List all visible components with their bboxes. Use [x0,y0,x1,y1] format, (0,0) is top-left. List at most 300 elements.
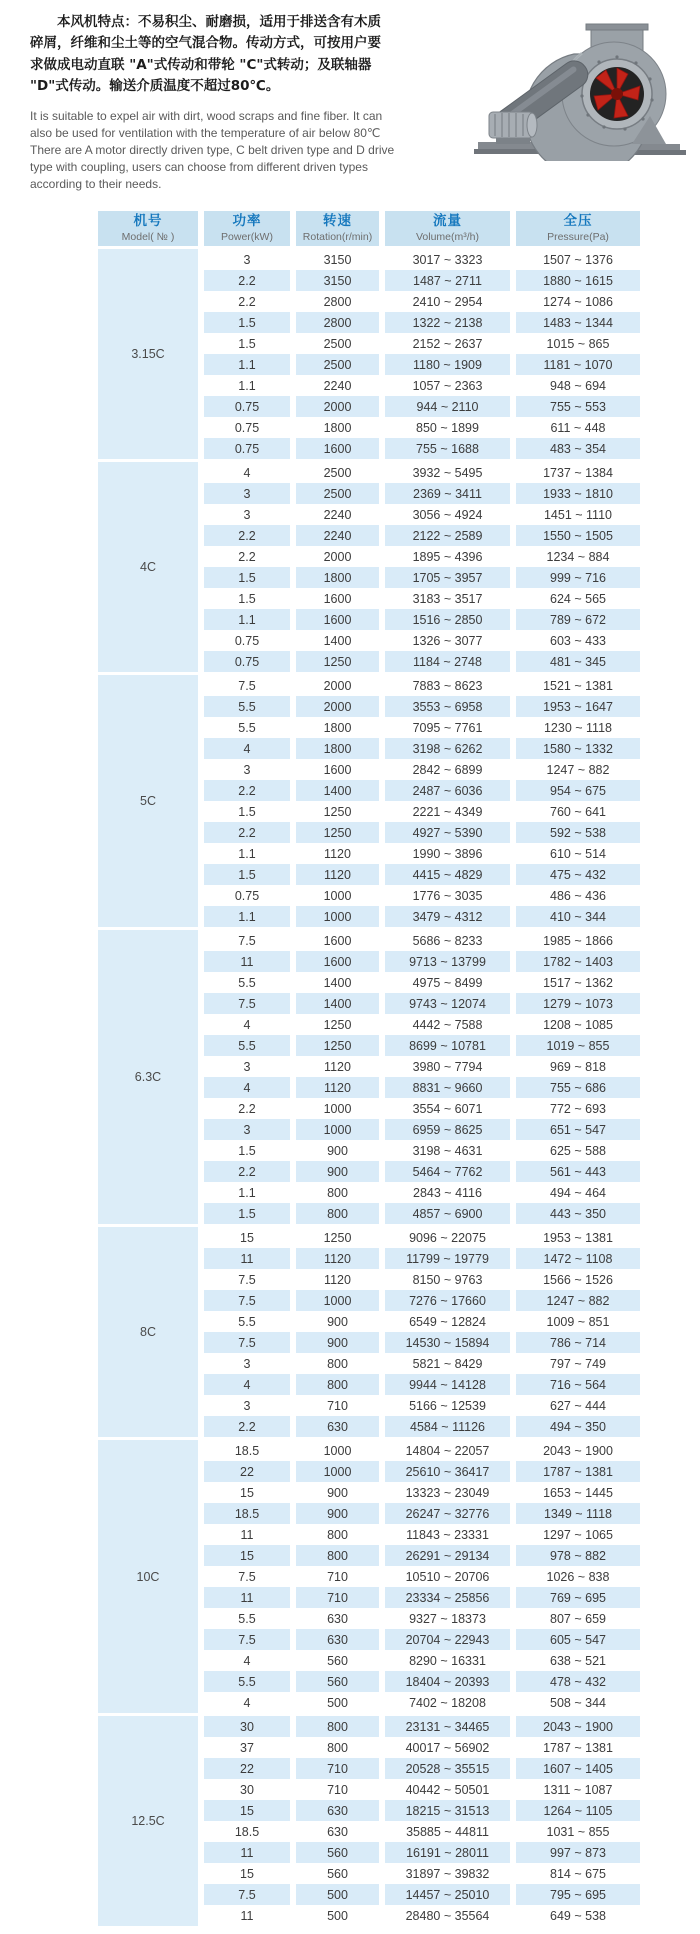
power-cell: 18.5 [204,1503,290,1524]
table-row [204,417,640,438]
pressure-cell: 1507 ~ 1376 [516,249,640,270]
rotation-cell: 800 [296,1545,379,1566]
power-cell: 0.75 [204,885,290,906]
power-cell: 15 [204,1863,290,1884]
power-cell: 2.2 [204,546,290,567]
volume-cell: 9944 ~ 14128 [385,1374,510,1395]
rotation-cell: 1000 [296,906,379,927]
power-cell: 0.75 [204,417,290,438]
pressure-cell: 999 ~ 716 [516,567,640,588]
rotation-cell: 800 [296,1737,379,1758]
volume-cell: 1184 ~ 2748 [385,651,510,672]
power-cell: 3 [204,504,290,525]
table-row [204,885,640,906]
power-cell: 3 [204,1395,290,1416]
table-row [204,1608,640,1629]
group-rows [204,249,640,459]
header-label-en-rotation: Rotation(r/min) [302,230,373,243]
table-row [204,1545,640,1566]
table-row [204,1650,640,1671]
volume-cell: 13323 ~ 23049 [385,1482,510,1503]
group-rows [204,675,640,927]
model-group-cell: 3.15C [98,249,198,459]
volume-cell: 8290 ~ 16331 [385,1650,510,1671]
pressure-cell: 1264 ~ 1105 [516,1800,640,1821]
pressure-cell: 1782 ~ 1403 [516,951,640,972]
pressure-cell: 755 ~ 686 [516,1077,640,1098]
power-cell: 5.5 [204,1311,290,1332]
table-row [204,312,640,333]
volume-cell: 9327 ~ 18373 [385,1608,510,1629]
volume-cell: 8699 ~ 10781 [385,1035,510,1056]
rotation-cell: 1250 [296,651,379,672]
volume-cell: 3017 ~ 3323 [385,249,510,270]
pressure-cell: 786 ~ 714 [516,1332,640,1353]
table-row [204,1311,640,1332]
volume-cell: 6959 ~ 8625 [385,1119,510,1140]
power-cell: 1.5 [204,567,290,588]
volume-cell: 23131 ~ 34465 [385,1716,510,1737]
power-cell: 1.5 [204,588,290,609]
rotation-cell: 2240 [296,375,379,396]
rotation-cell: 500 [296,1692,379,1713]
power-cell: 22 [204,1461,290,1482]
volume-cell: 18404 ~ 20393 [385,1671,510,1692]
pressure-cell: 1451 ~ 1110 [516,504,640,525]
table-row [204,504,640,525]
volume-cell: 7883 ~ 8623 [385,675,510,696]
power-cell: 2.2 [204,822,290,843]
volume-cell: 1326 ~ 3077 [385,630,510,651]
rotation-cell: 630 [296,1416,379,1437]
pressure-cell: 1297 ~ 1065 [516,1524,640,1545]
table-row [204,951,640,972]
header-cell-power [204,211,290,246]
power-cell: 4 [204,1374,290,1395]
power-cell: 1.5 [204,801,290,822]
rotation-cell: 560 [296,1842,379,1863]
volume-cell: 4584 ~ 11126 [385,1416,510,1437]
rotation-cell: 2000 [296,396,379,417]
pressure-cell: 649 ~ 538 [516,1905,640,1926]
table-row [204,1290,640,1311]
volume-cell: 2487 ~ 6036 [385,780,510,801]
table-row [204,1161,640,1182]
rotation-cell: 1000 [296,1290,379,1311]
pressure-cell: 1181 ~ 1070 [516,354,640,375]
rotation-cell: 630 [296,1608,379,1629]
power-cell: 15 [204,1482,290,1503]
volume-cell: 2369 ~ 3411 [385,483,510,504]
table-row [204,1779,640,1800]
volume-cell: 1516 ~ 2850 [385,609,510,630]
pressure-cell: 1279 ~ 1073 [516,993,640,1014]
power-cell: 1.5 [204,333,290,354]
table-row [204,1203,640,1224]
pressure-cell: 814 ~ 675 [516,1863,640,1884]
table-row [204,1692,640,1713]
table-row [204,588,640,609]
table-row [204,1758,640,1779]
power-cell: 7.5 [204,993,290,1014]
table-row [204,396,640,417]
rotation-cell: 1600 [296,759,379,780]
power-cell: 2.2 [204,270,290,291]
pressure-cell: 624 ~ 565 [516,588,640,609]
power-cell: 1.1 [204,906,290,927]
volume-cell: 18215 ~ 31513 [385,1800,510,1821]
power-cell: 1.1 [204,354,290,375]
volume-cell: 1895 ~ 4396 [385,546,510,567]
model-group-cell: 10C [98,1440,198,1713]
volume-cell: 25610 ~ 36417 [385,1461,510,1482]
volume-cell: 7402 ~ 18208 [385,1692,510,1713]
table-row [204,1737,640,1758]
table-row [204,1035,640,1056]
power-cell: 11 [204,1842,290,1863]
pressure-cell: 1349 ~ 1118 [516,1503,640,1524]
pressure-cell: 494 ~ 350 [516,1416,640,1437]
model-group-10C [98,1440,640,1713]
pressure-cell: 2043 ~ 1900 [516,1716,640,1737]
rotation-cell: 1600 [296,588,379,609]
rotation-cell: 500 [296,1905,379,1926]
power-cell: 1.1 [204,375,290,396]
rotation-cell: 630 [296,1800,379,1821]
volume-cell: 26247 ~ 32776 [385,1503,510,1524]
group-rows [204,1440,640,1713]
rotation-cell: 1120 [296,1056,379,1077]
rotation-cell: 1250 [296,1014,379,1035]
table-row [204,1716,640,1737]
pressure-cell: 997 ~ 873 [516,1842,640,1863]
rotation-cell: 800 [296,1374,379,1395]
pressure-cell: 486 ~ 436 [516,885,640,906]
volume-cell: 7276 ~ 17660 [385,1290,510,1311]
table-row [204,462,640,483]
pressure-cell: 638 ~ 521 [516,1650,640,1671]
power-cell: 15 [204,1545,290,1566]
table-row [204,759,640,780]
power-cell: 1.1 [204,1182,290,1203]
table-row [204,717,640,738]
volume-cell: 2152 ~ 2637 [385,333,510,354]
volume-cell: 4857 ~ 6900 [385,1203,510,1224]
pressure-cell: 443 ~ 350 [516,1203,640,1224]
power-cell: 7.5 [204,930,290,951]
table-row [204,1416,640,1437]
table-row [204,270,640,291]
table-row [204,1566,640,1587]
pressure-cell: 772 ~ 693 [516,1098,640,1119]
volume-cell: 14457 ~ 25010 [385,1884,510,1905]
pressure-cell: 603 ~ 433 [516,630,640,651]
power-cell: 3 [204,249,290,270]
rotation-cell: 2240 [296,504,379,525]
rotation-cell: 710 [296,1395,379,1416]
pressure-cell: 948 ~ 694 [516,375,640,396]
model-group-cell: 4C [98,462,198,672]
table-row [204,1353,640,1374]
rotation-cell: 1600 [296,609,379,630]
volume-cell: 35885 ~ 44811 [385,1821,510,1842]
power-cell: 5.5 [204,972,290,993]
pressure-cell: 1787 ~ 1381 [516,1461,640,1482]
table-row [204,291,640,312]
model-group-8C [98,1227,640,1437]
volume-cell: 9713 ~ 13799 [385,951,510,972]
header-label-cn-volume: 流量 [433,213,462,230]
table-row [204,675,640,696]
rotation-cell: 710 [296,1566,379,1587]
volume-cell: 3980 ~ 7794 [385,1056,510,1077]
power-cell: 2.2 [204,291,290,312]
power-cell: 1.5 [204,1140,290,1161]
table-row [204,1248,640,1269]
power-cell: 2.2 [204,1416,290,1437]
table-body [98,249,640,1926]
volume-cell: 5686 ~ 8233 [385,930,510,951]
rotation-cell: 900 [296,1140,379,1161]
table-row [204,801,640,822]
power-cell: 1.5 [204,864,290,885]
rotation-cell: 1000 [296,1119,379,1140]
pressure-cell: 1230 ~ 1118 [516,717,640,738]
centrifugal-fan-illustration [462,16,692,161]
power-cell: 3 [204,759,290,780]
model-group-6.3C [98,930,640,1224]
rotation-cell: 2500 [296,354,379,375]
pressure-cell: 1274 ~ 1086 [516,291,640,312]
table-row [204,1482,640,1503]
volume-cell: 3183 ~ 3517 [385,588,510,609]
intro-chinese-text: 本风机特点：不易积尘、耐磨损，适用于排送含有木质碎屑，纤维和尘土等的空气混合物。传动方式，可按用户要求做成电动直联 "A"式传动和带轮 "C"式转动；及联轴器 "D"式传动。输送介质温度不超过80℃。 [30,14,381,94]
pressure-cell: 1521 ~ 1381 [516,675,640,696]
rotation-cell: 2800 [296,291,379,312]
power-cell: 1.1 [204,609,290,630]
volume-cell: 9096 ~ 22075 [385,1227,510,1248]
power-cell: 11 [204,951,290,972]
volume-cell: 9743 ~ 12074 [385,993,510,1014]
pressure-cell: 1607 ~ 1405 [516,1758,640,1779]
power-cell: 1.1 [204,843,290,864]
pressure-cell: 483 ~ 354 [516,438,640,459]
pressure-cell: 610 ~ 514 [516,843,640,864]
pressure-cell: 410 ~ 344 [516,906,640,927]
header-label-en-power: Power(kW) [221,230,273,243]
table-row [204,1671,640,1692]
power-cell: 11 [204,1905,290,1926]
volume-cell: 20704 ~ 22943 [385,1629,510,1650]
power-cell: 2.2 [204,780,290,801]
table-row [204,483,640,504]
table-row [204,354,640,375]
pressure-cell: 978 ~ 882 [516,1545,640,1566]
rotation-cell: 1600 [296,438,379,459]
pressure-cell: 1234 ~ 884 [516,546,640,567]
power-cell: 3 [204,1056,290,1077]
header-cell-volume [385,211,510,246]
volume-cell: 4442 ~ 7588 [385,1014,510,1035]
pressure-cell: 561 ~ 443 [516,1161,640,1182]
rotation-cell: 1400 [296,993,379,1014]
pressure-cell: 760 ~ 641 [516,801,640,822]
header-cell-pressure [516,211,640,246]
power-cell: 4 [204,1650,290,1671]
power-cell: 3 [204,1119,290,1140]
model-group-cell: 8C [98,1227,198,1437]
volume-cell: 40017 ~ 56902 [385,1737,510,1758]
power-cell: 7.5 [204,1269,290,1290]
rotation-cell: 710 [296,1779,379,1800]
rotation-cell: 1800 [296,717,379,738]
rotation-cell: 1250 [296,1227,379,1248]
model-group-3.15C [98,249,640,459]
table-row [204,375,640,396]
pressure-cell: 627 ~ 444 [516,1395,640,1416]
power-cell: 11 [204,1587,290,1608]
power-cell: 5.5 [204,717,290,738]
table-row [204,1227,640,1248]
table-row [204,438,640,459]
volume-cell: 3479 ~ 4312 [385,906,510,927]
power-cell: 18.5 [204,1821,290,1842]
pressure-cell: 1517 ~ 1362 [516,972,640,993]
volume-cell: 40442 ~ 50501 [385,1779,510,1800]
header-label-cn-power: 功率 [232,213,262,230]
header-label-cn-pressure: 全压 [563,213,593,230]
pressure-cell: 611 ~ 448 [516,417,640,438]
table-row [204,1503,640,1524]
volume-cell: 6549 ~ 12824 [385,1311,510,1332]
pressure-cell: 1208 ~ 1085 [516,1014,640,1035]
volume-cell: 2410 ~ 2954 [385,291,510,312]
rotation-cell: 800 [296,1524,379,1545]
power-cell: 18.5 [204,1440,290,1461]
pressure-cell: 1247 ~ 882 [516,1290,640,1311]
table-row [204,1524,640,1545]
table-row [204,822,640,843]
volume-cell: 20528 ~ 35515 [385,1758,510,1779]
power-cell: 7.5 [204,1629,290,1650]
pressure-cell: 1653 ~ 1445 [516,1482,640,1503]
pressure-cell: 807 ~ 659 [516,1608,640,1629]
header-cell-model [98,211,198,246]
pressure-cell: 1880 ~ 1615 [516,270,640,291]
rotation-cell: 1600 [296,930,379,951]
rotation-cell: 710 [296,1587,379,1608]
power-cell: 5.5 [204,1035,290,1056]
table-row [204,972,640,993]
volume-cell: 1180 ~ 1909 [385,354,510,375]
rotation-cell: 1120 [296,843,379,864]
volume-cell: 4927 ~ 5390 [385,822,510,843]
table-row [204,738,640,759]
volume-cell: 850 ~ 1899 [385,417,510,438]
model-group-4C [98,462,640,672]
pressure-cell: 605 ~ 547 [516,1629,640,1650]
group-rows [204,462,640,672]
table-row [204,1821,640,1842]
pressure-cell: 1566 ~ 1526 [516,1269,640,1290]
header-label-en-pressure: Pressure(Pa) [547,230,609,243]
rotation-cell: 800 [296,1203,379,1224]
pressure-cell: 797 ~ 749 [516,1353,640,1374]
rotation-cell: 3150 [296,270,379,291]
table-row [204,1440,640,1461]
volume-cell: 1057 ~ 2363 [385,375,510,396]
volume-cell: 4415 ~ 4829 [385,864,510,885]
table-row [204,1863,640,1884]
volume-cell: 3554 ~ 6071 [385,1098,510,1119]
table-row [204,525,640,546]
power-cell: 5.5 [204,696,290,717]
volume-cell: 5166 ~ 12539 [385,1395,510,1416]
power-cell: 3 [204,483,290,504]
rotation-cell: 1400 [296,780,379,801]
rotation-cell: 800 [296,1182,379,1203]
pressure-cell: 1026 ~ 838 [516,1566,640,1587]
rotation-cell: 500 [296,1884,379,1905]
volume-cell: 26291 ~ 29134 [385,1545,510,1566]
group-rows [204,930,640,1224]
table-row [204,1182,640,1203]
volume-cell: 3056 ~ 4924 [385,504,510,525]
volume-cell: 3198 ~ 4631 [385,1140,510,1161]
pressure-cell: 1031 ~ 855 [516,1821,640,1842]
table-row [204,1374,640,1395]
pressure-cell: 1247 ~ 882 [516,759,640,780]
pressure-cell: 478 ~ 432 [516,1671,640,1692]
rotation-cell: 2500 [296,333,379,354]
volume-cell: 944 ~ 2110 [385,396,510,417]
rotation-cell: 630 [296,1821,379,1842]
table-row [204,1056,640,1077]
table-row [204,780,640,801]
pressure-cell: 1015 ~ 865 [516,333,640,354]
rotation-cell: 900 [296,1161,379,1182]
pressure-cell: 789 ~ 672 [516,609,640,630]
group-rows [204,1716,640,1926]
rotation-cell: 900 [296,1482,379,1503]
power-cell: 1.5 [204,1203,290,1224]
volume-cell: 23334 ~ 25856 [385,1587,510,1608]
model-group-cell: 5C [98,675,198,927]
pressure-cell: 625 ~ 588 [516,1140,640,1161]
rotation-cell: 1800 [296,567,379,588]
power-cell: 7.5 [204,1566,290,1587]
table-header-row [98,211,640,246]
power-cell: 4 [204,1077,290,1098]
table-row [204,651,640,672]
pressure-cell: 1787 ~ 1381 [516,1737,640,1758]
rotation-cell: 800 [296,1716,379,1737]
power-cell: 2.2 [204,1161,290,1182]
rotation-cell: 800 [296,1353,379,1374]
pressure-cell: 1580 ~ 1332 [516,738,640,759]
rotation-cell: 2000 [296,675,379,696]
volume-cell: 5464 ~ 7762 [385,1161,510,1182]
rotation-cell: 2000 [296,696,379,717]
volume-cell: 31897 ~ 39832 [385,1863,510,1884]
pressure-cell: 1737 ~ 1384 [516,462,640,483]
table-row [204,1587,640,1608]
centrifugal-fan-photo [462,16,692,161]
rotation-cell: 1000 [296,885,379,906]
pressure-cell: 481 ~ 345 [516,651,640,672]
table-row [204,1629,640,1650]
volume-cell: 4975 ~ 8499 [385,972,510,993]
